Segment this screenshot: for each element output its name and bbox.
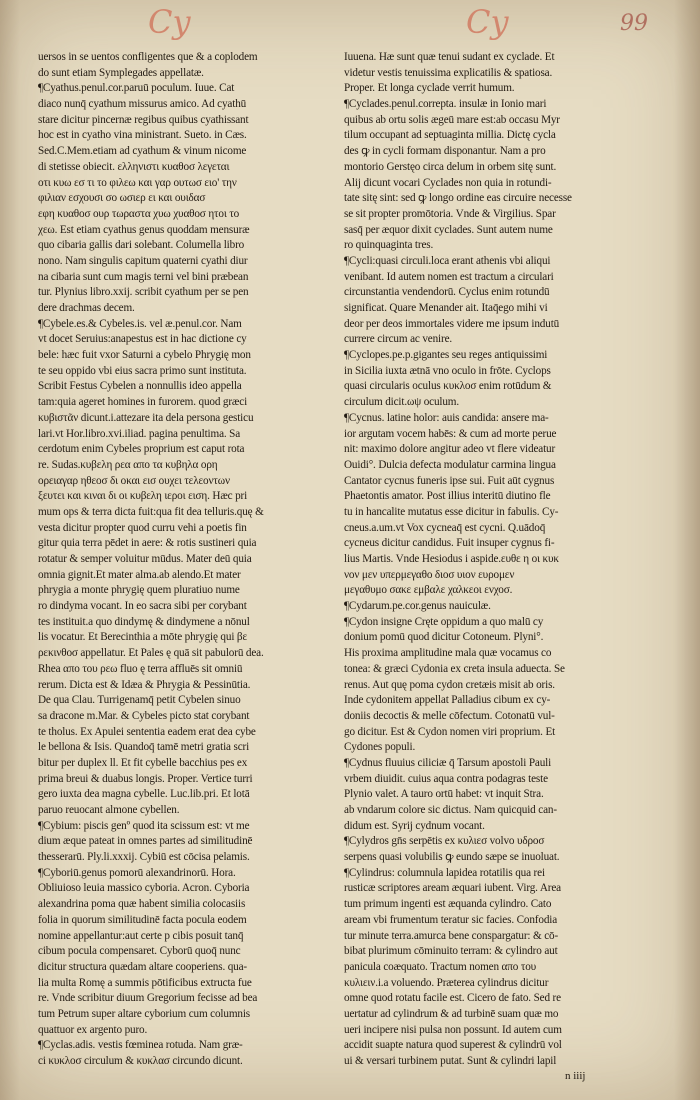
text-line: aream vbi frumentum teratur sic facies. Confodia bbox=[344, 913, 558, 926]
text-line: dicitur structura quædam altare cooperiens. qua- bbox=[38, 960, 248, 973]
text-line: thesserarū. Ply.li.xxxij. Cybiū est cōcisa pelamis. bbox=[38, 851, 250, 864]
text-line: ui & versari turbinem putat. Sunt & cylindri lapil bbox=[344, 1055, 557, 1067]
text-line: deor per deos immortales videre me ipsum indutū bbox=[344, 317, 560, 330]
text-line: Ouidi°. Dulcia defecta modulatur carmina lingua bbox=[344, 458, 556, 471]
text-line: nomine appellantur:aut certe p cibis posuit tanq̄ bbox=[38, 929, 244, 942]
running-head-left: Cy bbox=[148, 3, 191, 41]
text-line: cycneus dicitur candidus. Fuit insuper cygnus fi- bbox=[344, 537, 555, 550]
text-line: gero iuxta dea magna cybelle. Luc.lib.pri. Et lotā bbox=[38, 788, 250, 801]
text-line: nono. Nam singulis capitum quaterni cyathi diur bbox=[38, 254, 248, 267]
text-line: uersos in se uentos confligentes que & a coplodem bbox=[38, 51, 258, 63]
text-line: renus. Aut quę poma cydon cretæis misit ab oris. bbox=[344, 678, 555, 691]
text-line: tilum occupant ad septuaginta millia. Dictę cycla bbox=[344, 129, 556, 142]
text-line: didum est. Syrij cydnum vocant. bbox=[344, 819, 485, 832]
text-line: ab vndarum colore sic dictus. Nam quicquid can- bbox=[344, 804, 557, 816]
text-line: lis vocatur. Et Berecinthia a mōte phrygię qui βε bbox=[38, 631, 248, 644]
text-line: omnia gignit.Et mater alma.ab alendo.Et mater bbox=[38, 568, 241, 581]
text-line: εφη κυαθοσ ουρ τωραστα χυω χυαθοσ ητοι το bbox=[38, 207, 240, 220]
text-line: hoc est in cyatho vina ministrant. Sueto. in Cæs. bbox=[38, 129, 247, 142]
text-line: montorio Gerstęo circa delum in orbem sitę sunt. bbox=[344, 160, 557, 173]
text-line: circunstantia vendendorū. Cyclus enim rotundū bbox=[344, 286, 550, 299]
text-line: serpens quasi volubilis ꝙ eundo sæpe se inuoluat. bbox=[344, 851, 560, 864]
text-line: Rhea απο του ρεω fluo ę terra affluēs sit omniū bbox=[38, 662, 243, 675]
text-line: lari.vt Hor.libro.xvi.iliad. pagina penultima. Sa bbox=[38, 427, 241, 440]
text-line: prima breui & duabus longis. Proper. Vertice turri bbox=[38, 772, 253, 785]
text-line: νον μεν υπερμεγαθο διοσ υιον ευρομεν bbox=[344, 568, 515, 581]
text-line: alexandrina poma quæ habent similia colocasiis bbox=[38, 898, 246, 911]
text-line: di stetisse obiecit. ελληνιστι κυαθοσ λεγεται bbox=[38, 160, 230, 173]
text-line: cerdotum enim Cybeles proprium est caput rota bbox=[38, 443, 245, 456]
running-head-right: Cy bbox=[466, 3, 509, 41]
text-line: tes instituit.a quo dindymę & dindymene a nōnul bbox=[38, 615, 250, 628]
text-line: quo cibaria gallis dari solebant. Columella libro bbox=[38, 239, 245, 252]
text-column-left bbox=[38, 50, 328, 1070]
text-line: te seu oppido vbi eius sacra primo sunt instituta. bbox=[38, 364, 247, 377]
text-line: le bellona & Isis. Quandoq̄ tamē metri gratia scri bbox=[38, 741, 250, 754]
text-line: do sunt etiam Symplegades appellatæ. bbox=[38, 66, 204, 79]
text-line: οτι κυω εσ τι το φιλεω και γαρ ουτωσ ειο' την bbox=[38, 176, 237, 189]
text-line: Plynio valet. A tauro ortū habet: vt inquit Stra. bbox=[344, 788, 544, 801]
text-line: omne quod rotatu facile est. Cicero de fato. Sed re bbox=[344, 992, 561, 1005]
text-line: tum primum ingenti est æquanda cylindro. Cato bbox=[344, 898, 552, 911]
text-line: ¶Cylydros gn̄s serpētis ex κυλιεσ volvo υδροσ bbox=[344, 835, 545, 848]
signature-mark: n iiij bbox=[565, 1070, 586, 1082]
text-line: ¶Cyathus.penul.cor.paruū poculum. Iuue. Cat bbox=[38, 82, 235, 95]
text-line: donium pomū quod dicitur Cotoneum. Plyni°. bbox=[344, 631, 544, 644]
text-line: φιλιαν εσχουσι σο ωσιερ ει και ουιδασ bbox=[38, 192, 206, 205]
text-line: lius Martis. Vnde Hesiodus i aspide.ευθε η οι κυκ bbox=[344, 553, 559, 565]
text-line: tam:quia ageret homines in furorem. quod græci bbox=[38, 396, 248, 409]
text-line: sa dracone m.Mar. & Cybeles picto stat corybant bbox=[38, 709, 250, 722]
text-line: De qua Clau. Turrigenamq̄ petit Cybelen sinuo bbox=[38, 694, 241, 707]
text-line: ¶Cybium: piscis genº quod ita scissum est: vt me bbox=[38, 819, 250, 832]
text-line: phrygia a monte phrygię quem pluratiuo nume bbox=[38, 584, 240, 597]
text-line: Scribit Festus Cybelen a nonnullis ideo appella bbox=[38, 380, 242, 393]
text-line: tum Petrum super altare cyborium cum columnis bbox=[38, 1007, 250, 1020]
text-line: panicula coæquato. Tractum nomen απο του bbox=[344, 960, 537, 973]
text-line: ueri incipere nisi pulsa non possunt. Id autem cum bbox=[344, 1023, 562, 1036]
text-line: bitur per duplex ll. Et fit cybelle bacchius pes ex bbox=[38, 756, 248, 769]
text-line: uertatur ad cylindrum & ad turbinē suam quæ mo bbox=[344, 1007, 559, 1020]
text-line: significat. Quare Menander ait. Itaq̄ego mihi vi bbox=[344, 302, 548, 314]
text-line: na cibaria sunt cum magis terni vel bini præbean bbox=[38, 270, 249, 283]
text-line: ¶Cycli:quasi circuli.loca erant athenis vbi aliqui bbox=[344, 254, 551, 267]
text-line: κυβιστᾶν dicunt.i.attezare ita dela persona gesticu bbox=[38, 411, 254, 424]
text-line: ¶Cydnus fluuius ciliciæ q̄ Tarsum apostoli Pauli bbox=[344, 756, 552, 769]
text-line: doniis decoctis & melle cōfectum. Cotonatū vul- bbox=[344, 709, 555, 722]
text-line: χεω. Est etiam cyathus genus quoddam mensuræ bbox=[38, 223, 250, 236]
text-line: ξευτει και κιναι δι οι κυβελη ιεροι ειση. Hæc pri bbox=[38, 490, 248, 503]
text-line: gitur quia terra pēdet in aere: & rotis sustineri quia bbox=[38, 537, 257, 550]
text-line: dere drachmas decem. bbox=[38, 302, 135, 314]
text-line: ρεκινθοσ appellatur. Et Pales ę quā sit pabulorū dea. bbox=[38, 647, 264, 660]
text-line: in Sicilia iuxta ætnā vno oculo in frōte. Cyclops bbox=[344, 364, 551, 377]
text-line: μεγαθυμο σακε εμβαλε χαλκεοι ενχοσ. bbox=[344, 584, 513, 597]
text-line: stare dicitur pincernæ regibus quibus cyathissant bbox=[38, 113, 249, 126]
text-line: sasq̄ per æquor dixit cyclades. Sunt autem nume bbox=[344, 223, 553, 236]
text-line: rusticæ scriptores aream æquari iubent. Virg. Area bbox=[344, 882, 561, 895]
text-column-right bbox=[344, 50, 644, 1070]
text-line: ορειαγαρ ηθεοσ δι οκαι εισ ουχει τελεοντων bbox=[38, 474, 230, 487]
text-line: Obliuioso leuia massico cyboria. Acron. Cyboria bbox=[38, 882, 250, 895]
text-line: ¶Cyclades.penul.correpta. insulæ in Ionio mari bbox=[344, 98, 547, 111]
text-line: ¶Cydarum.pe.cor.genus nauiculæ. bbox=[344, 600, 491, 613]
text-line: Alij dicunt vocari Cyclades non quia in rotundi- bbox=[344, 176, 552, 189]
text-line: Proper. Et longa cyclade verrit humum. bbox=[344, 82, 515, 95]
text-line: quattuor ex argento puro. bbox=[38, 1023, 148, 1036]
page-edge-shadow-left bbox=[0, 0, 20, 1100]
text-line: paruo reuocant almone cybellen. bbox=[38, 804, 180, 816]
text-line: Phaetontis amator. Post illius interitū diutino fle bbox=[344, 490, 551, 503]
text-line: folia in quorum similitudinē facta pocula eodem bbox=[38, 913, 247, 926]
text-line: ¶Cyclopes.pe.p.gigantes seu reges antiquissimi bbox=[344, 349, 548, 362]
text-line: Sed.C.Mem.etiam ad cyathum & vinum nicome bbox=[38, 145, 247, 158]
text-line: diaco nunq̄ cyathum missurus amico. Ad cyathū bbox=[38, 98, 247, 111]
text-line: Iuuena. Hæ sunt quæ tenui sudant ex cyclade. Et bbox=[344, 51, 555, 63]
text-line: cibum pocula compensaret. Cyborū quoq̄ nunc bbox=[38, 945, 241, 958]
text-line: bele: hæc fuit vxor Saturni a cybelo Phrygię mon bbox=[38, 349, 251, 362]
text-line: His proxima amplitudine mala quæ vocamus co bbox=[344, 647, 552, 660]
text-line: mum ops & terra dicta fuit:qua fit dea telluris.quę & bbox=[38, 505, 264, 518]
text-line: Cydones populi. bbox=[344, 741, 416, 754]
text-line: go dicitur. Est & Cydon nomen viri proprium. Et bbox=[344, 725, 556, 738]
text-line: ro quinquaginta tres. bbox=[344, 239, 434, 252]
text-line: videtur vestis tenuissima explicatilis & spatiosa. bbox=[344, 66, 553, 79]
text-line: ¶Cybele.es.& Cybeles.is. vel æ.penul.cor. Nam bbox=[38, 317, 242, 330]
text-line: ro dindyma vocant. In eo sacra sibi per corybant bbox=[38, 600, 247, 613]
text-line: ci κυκλοσ circulum & κυκλασ circundo dicunt. bbox=[38, 1055, 243, 1067]
text-line: ior argutam vocem habēs: & cum ad morte perue bbox=[344, 427, 557, 440]
text-line: nit: maximo dolore angitur adeo vt flere videatur bbox=[344, 443, 556, 456]
text-line: rerum. Dicta est & Idæa & Phrygia & Pessinūtia. bbox=[38, 678, 251, 691]
text-line: vt docet Seruius:anapestus est in hac dictione cy bbox=[38, 333, 247, 346]
text-line: rotatur & semper voluitur mūdus. Mater deū quia bbox=[38, 553, 252, 565]
text-line: bibat plurimum cōminuito terram: & cylindro aut bbox=[344, 945, 558, 958]
folio-number: 99 bbox=[620, 11, 648, 36]
text-line: quasi circularis oculus κυκλοσ enim rotūdum & bbox=[344, 380, 552, 393]
text-line: tur. Plynius libro.xxij. scribit cyathum per se pen bbox=[38, 286, 249, 299]
text-line: quibus ab ortu solis ægeū mare est:ab occasu Myr bbox=[344, 113, 560, 126]
text-line: currere circum ac venire. bbox=[344, 333, 453, 346]
text-line: ¶Cycnus. latine holor: auis candida: ansere ma- bbox=[344, 411, 549, 424]
text-line: vesta dicitur propter quod curru vehi a poetis fin bbox=[38, 521, 247, 534]
text-line: des ꝙ in cycli formam disponantur. Nam a pro bbox=[344, 145, 546, 158]
text-line: tate sitę sint: sed ꝙ longo ordine eas circuire necesse bbox=[344, 192, 572, 205]
text-line: cneus.a.um.vt Vox cycneaq̄ est cycni. Q.uādoq̄ bbox=[344, 521, 546, 534]
text-line: venibant. Id autem nomen est tractum a circulari bbox=[344, 270, 554, 283]
text-line: re. Sudas.κυβελη ρεα απο τα κυβηλα ορη bbox=[38, 458, 218, 471]
text-line: accidit suapte natura quod superest & cylindrū vol bbox=[344, 1039, 562, 1052]
text-line: ¶Cydon insigne Cręte oppidum a quo malū cy bbox=[344, 615, 544, 628]
page-edge-shadow-right bbox=[674, 0, 700, 1100]
text-line: Inde cydonitem appellat Palladius cibum ex cy- bbox=[344, 694, 551, 707]
text-line: ¶Cyclas.adis. vestis fœminea rotuda. Nam græ- bbox=[38, 1039, 243, 1052]
text-line: se sit propter promōtoria. Vnde & Virgilius. Spar bbox=[344, 207, 556, 220]
text-line: ¶Cylindrus: columnula lapidea rotatilis qua rei bbox=[344, 866, 545, 879]
text-line: Cantator cycnus funeris ipse sui. Fuit aūt cygnus bbox=[344, 474, 555, 487]
text-line: κυλιειν.i.a voluendo. Præterea cylindrus dicitur bbox=[344, 976, 549, 989]
text-line: ¶Cyboriū.genus pomorū alexandrinorū. Hora. bbox=[38, 866, 236, 879]
text-line: te tholus. Ex Apulei sententia eadem erat dea cybe bbox=[38, 725, 256, 738]
text-line: dium æque pateat in omnes partes ad similitudinē bbox=[38, 835, 253, 848]
text-line: tonea: & græci Cydonia ex creta insula aduecta. Se bbox=[344, 662, 565, 675]
text-line: tu in hancalite mutatus esse dicitur in fabulis. Cy- bbox=[344, 505, 559, 518]
text-line: vrbem diuidit. cuius aqua contra podagras teste bbox=[344, 772, 548, 785]
text-line: circulum dicit.ωψ oculum. bbox=[344, 396, 460, 409]
text-line: re. Vnde scribitur diuum Gregorium fecisse ad bea bbox=[38, 992, 258, 1005]
text-line: lia multa Romę a summis pōtificibus extructa fue bbox=[38, 976, 252, 989]
text-line: tur minute terra.amurca bene conspargatur: & cō- bbox=[344, 929, 559, 942]
